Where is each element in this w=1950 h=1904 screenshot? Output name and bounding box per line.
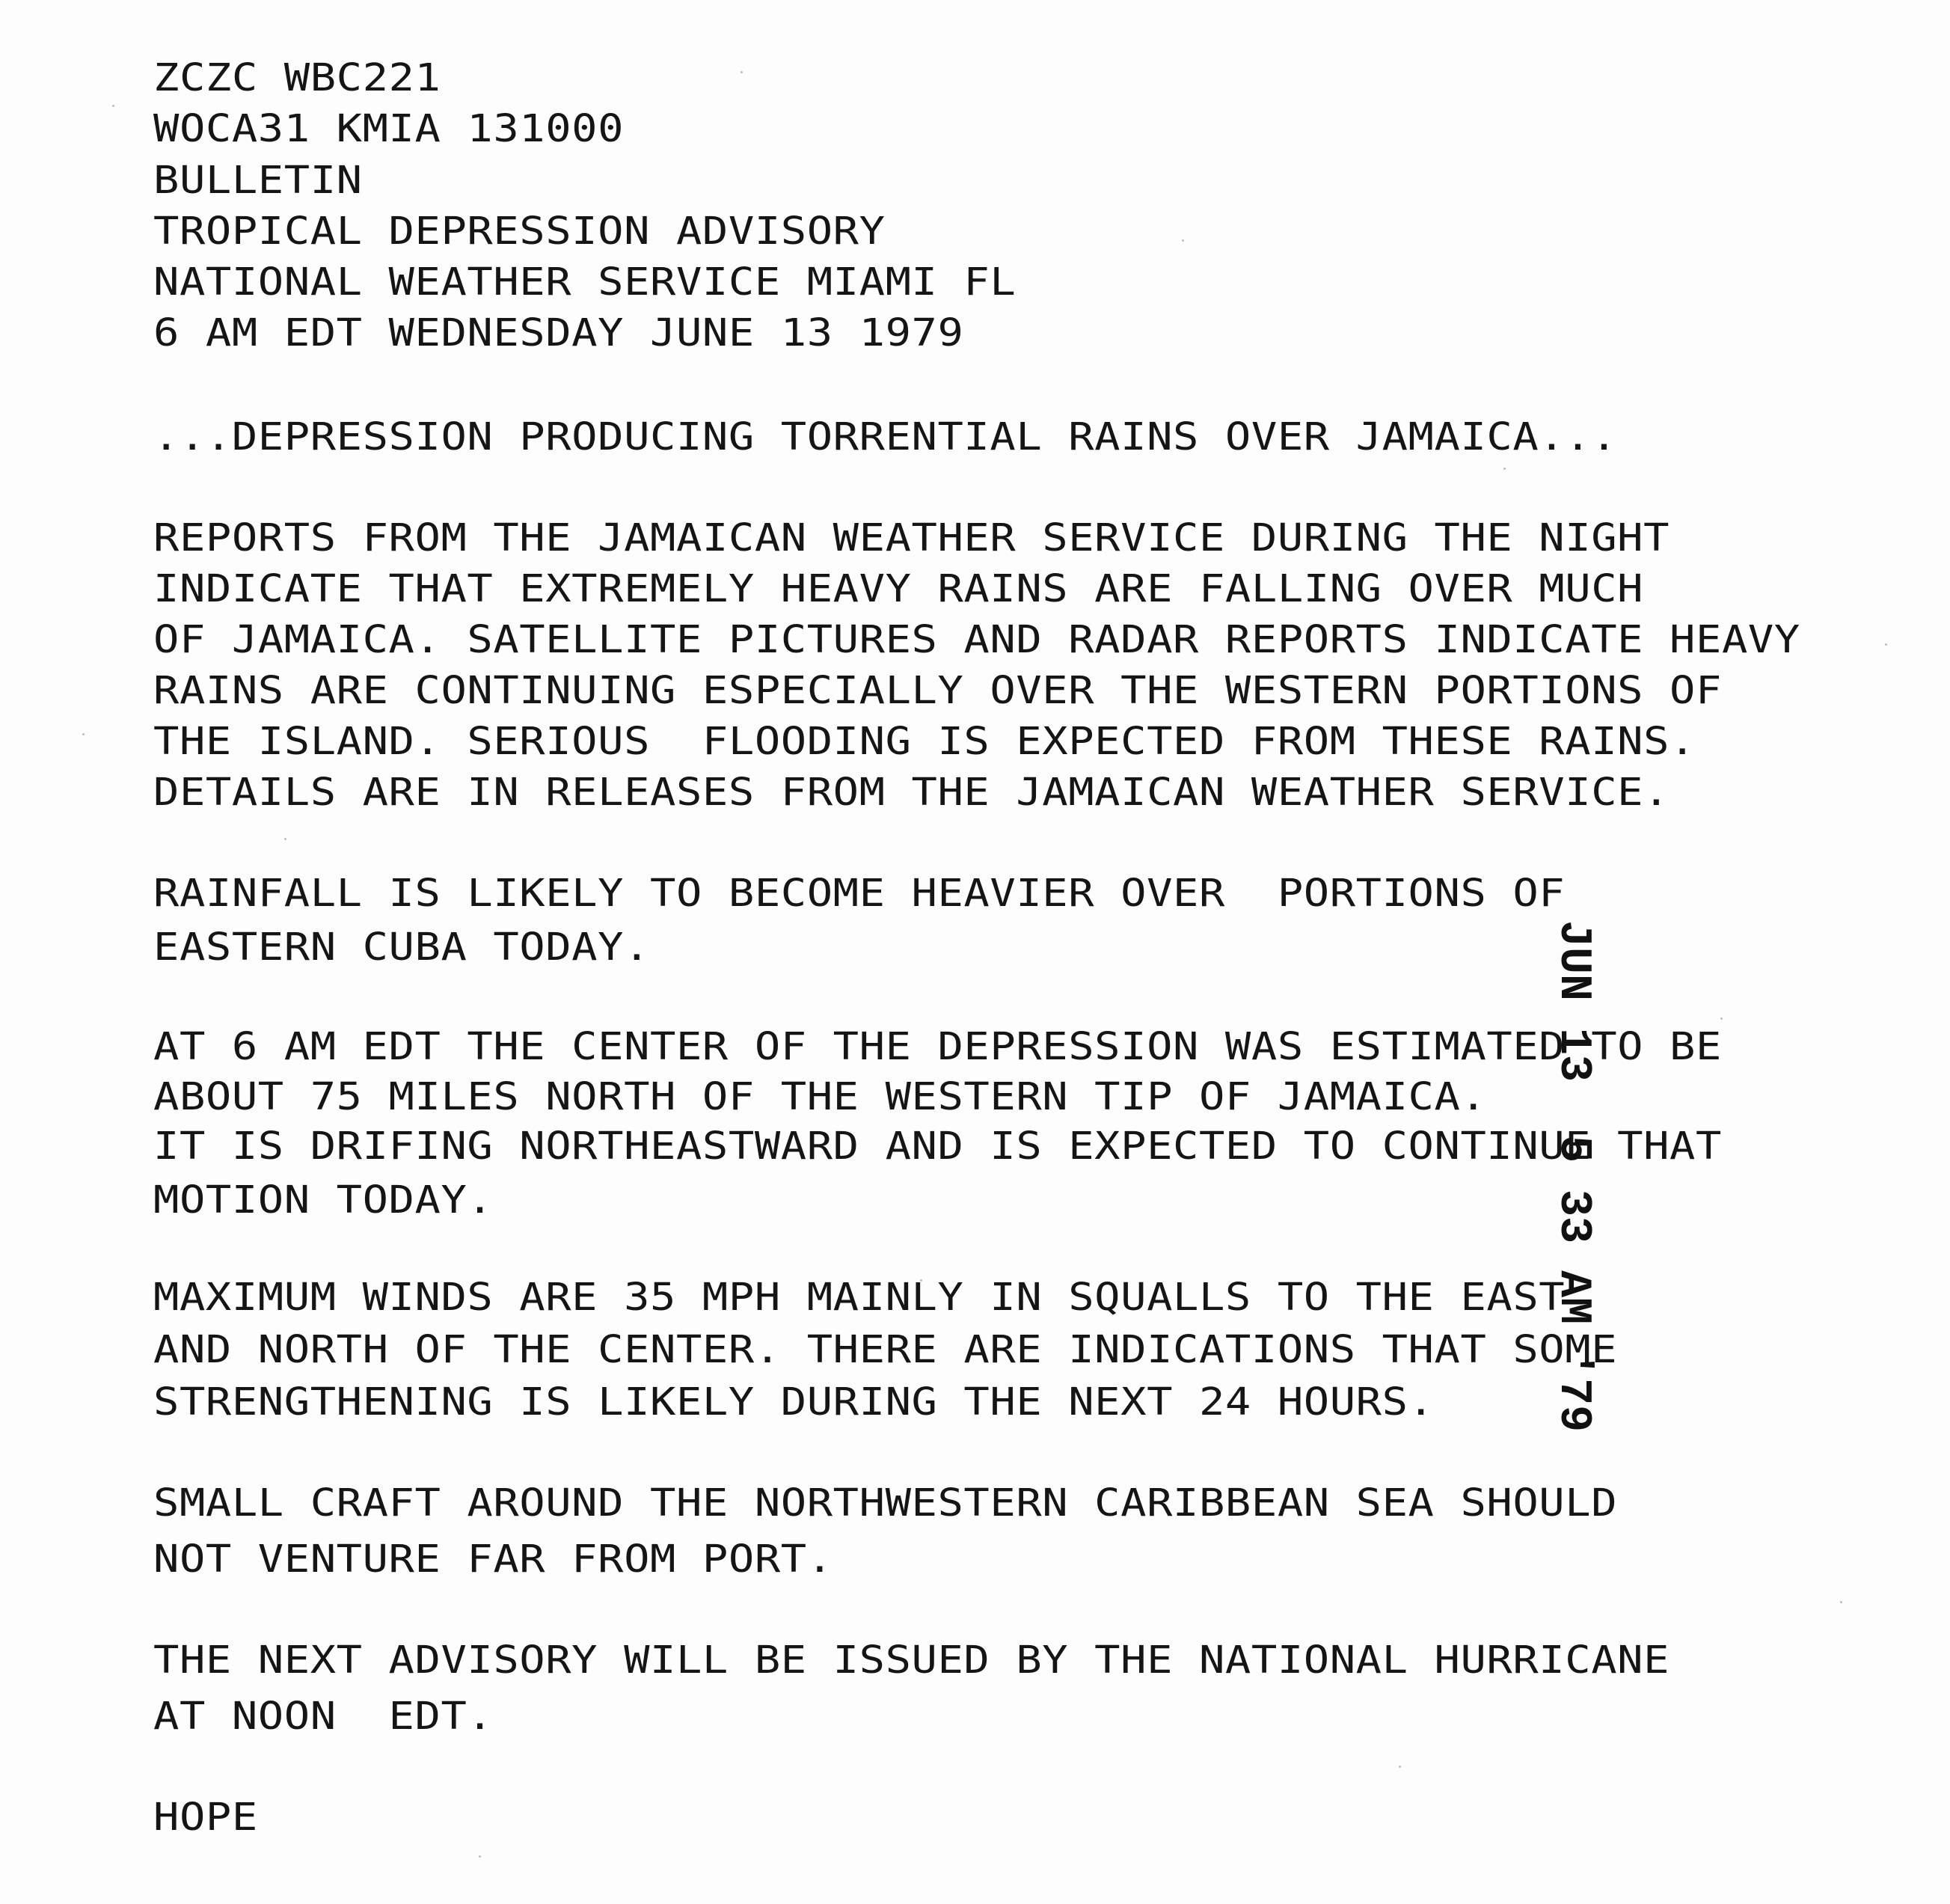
body-line: INDICATE THAT EXTREMELY HEAVY RAINS ARE FALLING OVER MUCH: [153, 567, 1644, 611]
body-line: SMALL CRAFT AROUND THE NORTHWESTERN CARIBBEAN SEA SHOULD: [153, 1481, 1618, 1525]
body-line: NOT VENTURE FAR FROM PORT.: [153, 1537, 833, 1582]
header-line-issue-time: 6 AM EDT WEDNESDAY JUNE 13 1979: [153, 311, 964, 355]
scan-speck: [1840, 1601, 1842, 1603]
scan-speck: [1182, 239, 1184, 242]
body-line: RAINFALL IS LIKELY TO BECOME HEAVIER OVER PORTIONS OF: [153, 872, 1566, 916]
body-line: IT IS DRIFING NORTHEASTWARD AND IS EXPECTED TO CONTINUE THAT: [153, 1124, 1722, 1169]
body-line: ABOUT 75 MILES NORTH OF THE WESTERN TIP OF JAMAICA.: [153, 1075, 1487, 1119]
body-line: RAINS ARE CONTINUING ESPECIALLY OVER THE WESTERN PORTIONS OF: [153, 669, 1722, 713]
header-line-routing: ZCZC WBC221: [153, 56, 441, 100]
scan-speck: [1885, 643, 1887, 646]
scan-speck: [82, 733, 85, 735]
body-line: THE ISLAND. SERIOUS FLOODING IS EXPECTED FROM THESE RAINS.: [153, 720, 1696, 764]
body-line: OF JAMAICA. SATELLITE PICTURES AND RADAR REPORTS INDICATE HEAVY: [153, 618, 1800, 662]
scan-speck: [1503, 468, 1506, 470]
body-line: AT 6 AM EDT THE CENTER OF THE DEPRESSION WAS ESTIMATED TO BE: [153, 1025, 1722, 1069]
header-line-product-title: TROPICAL DEPRESSION ADVISORY: [153, 209, 886, 254]
body-line: MOTION TODAY.: [153, 1178, 494, 1222]
body-line: STRENGTHENING IS LIKELY DURING THE NEXT 24 HOURS.: [153, 1380, 1435, 1424]
advisory-headline: ...DEPRESSION PRODUCING TORRENTIAL RAINS OVER JAMAICA...: [153, 415, 1618, 459]
body-line: AT NOON EDT.: [153, 1695, 494, 1739]
scan-speck: [284, 838, 286, 840]
body-line: MAXIMUM WINDS ARE 35 MPH MAINLY IN SQUALLS TO THE EAST: [153, 1276, 1566, 1320]
body-line: DETAILS ARE IN RELEASES FROM THE JAMAICAN WEATHER SERVICE.: [153, 771, 1670, 815]
header-line-wmo-id: WOCA31 KMIA 131000: [153, 107, 625, 151]
body-line: AND NORTH OF THE CENTER. THERE ARE INDICATIONS THAT SOME: [153, 1328, 1618, 1372]
body-line: REPORTS FROM THE JAMAICAN WEATHER SERVICE DURING THE NIGHT: [153, 516, 1670, 560]
forecaster-signature: HOPE: [153, 1796, 258, 1840]
scan-speck: [112, 105, 114, 107]
header-line-issuing-office: NATIONAL WEATHER SERVICE MIAMI FL: [153, 260, 1017, 304]
scan-speck: [741, 71, 743, 73]
received-time-stamp: JUN 13 5 33 AM '79: [1548, 920, 1598, 1433]
header-line-bulletin: BULLETIN: [153, 159, 363, 203]
scan-speck: [1399, 1766, 1401, 1768]
body-line: THE NEXT ADVISORY WILL BE ISSUED BY THE NATIONAL HURRICANE: [153, 1638, 1670, 1683]
body-line: EASTERN CUBA TODAY.: [153, 925, 651, 970]
scan-speck: [479, 1855, 481, 1858]
scan-speck: [1720, 1017, 1723, 1020]
